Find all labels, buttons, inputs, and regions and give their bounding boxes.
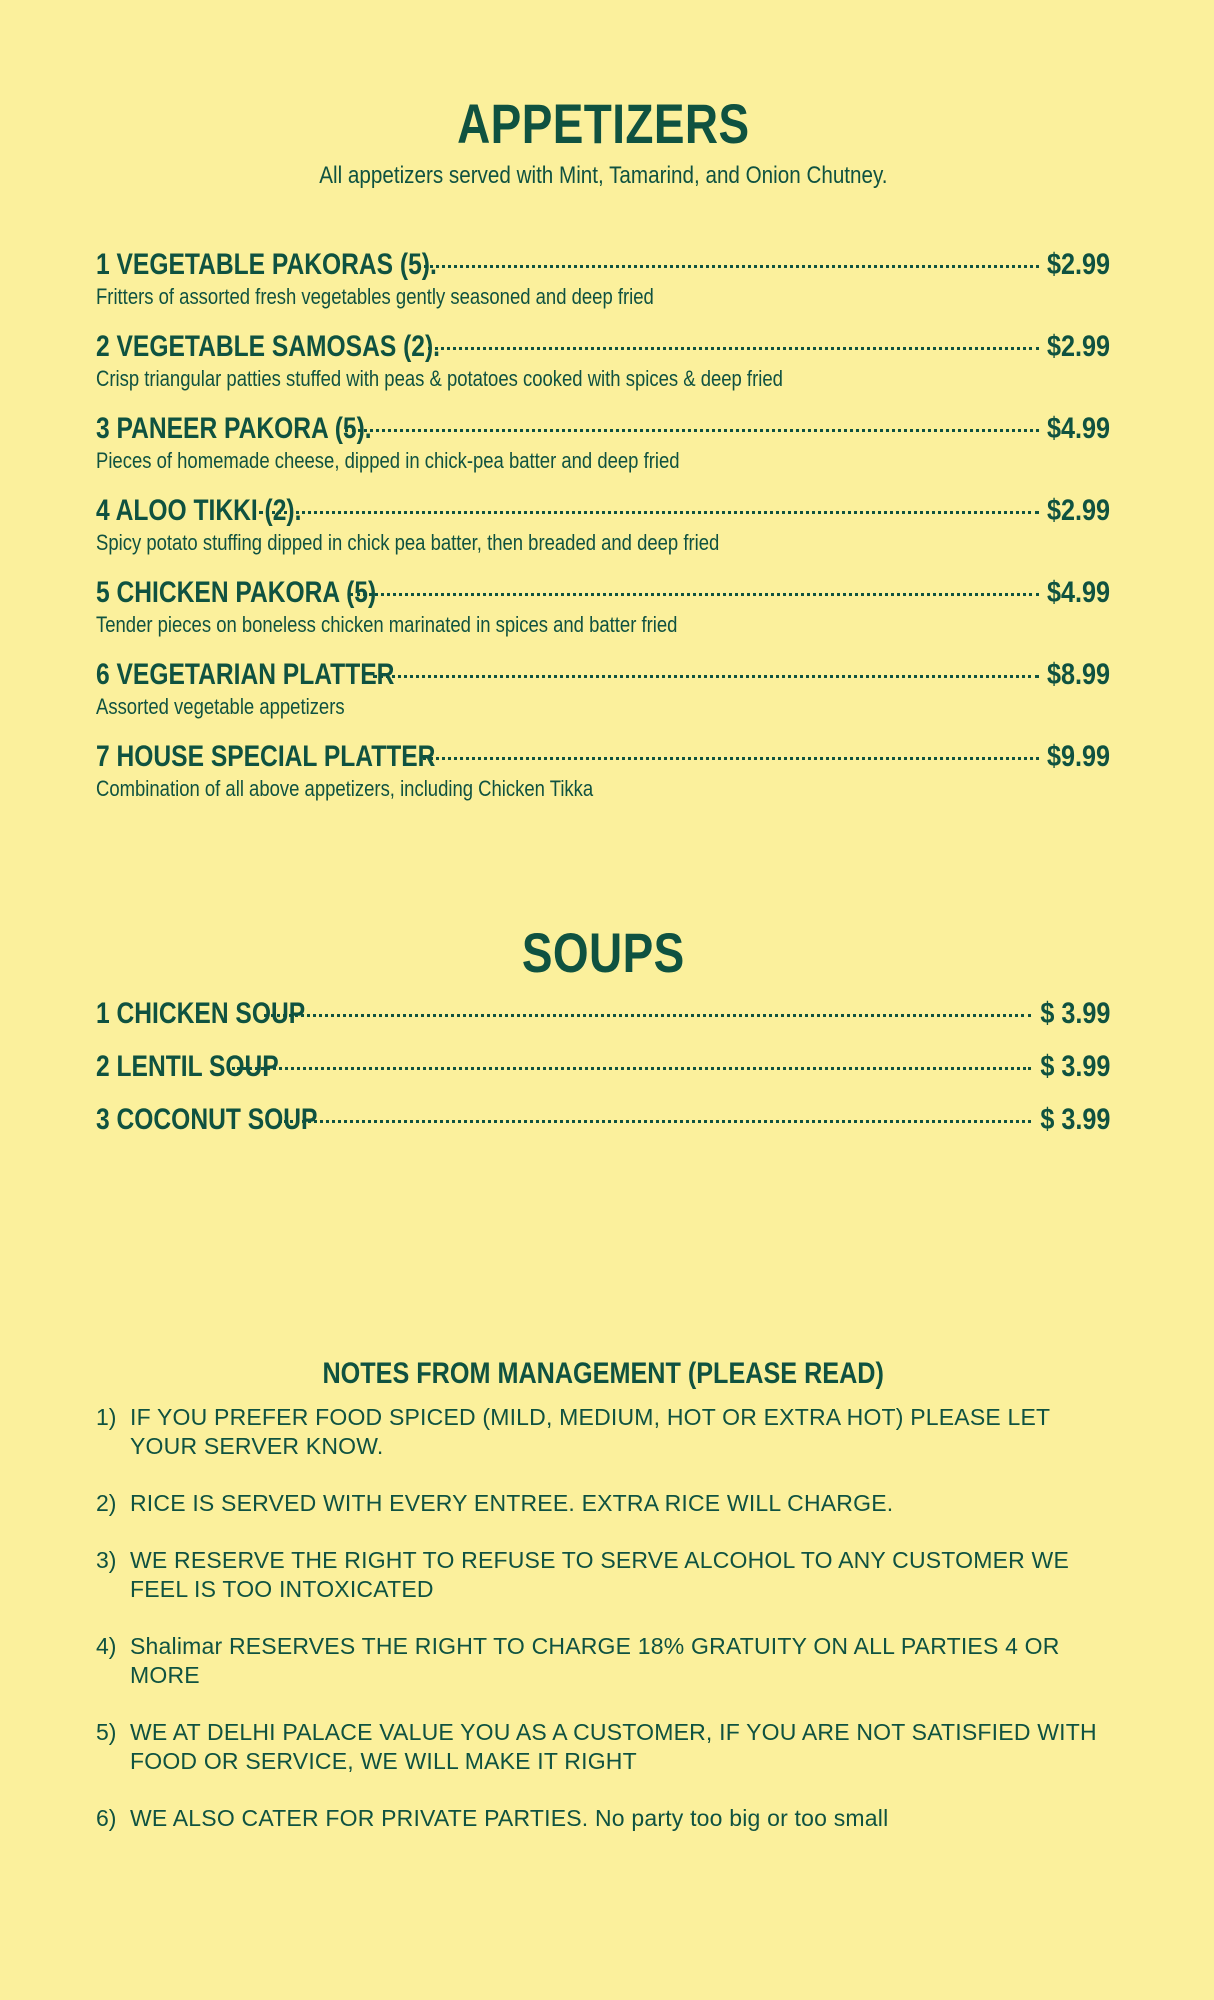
soups-heading: SOUPS: [521, 921, 685, 984]
notes-heading: NOTES FROM MANAGEMENT (PLEASE READ): [322, 1357, 884, 1390]
appetizer-item: [96, 740, 1110, 802]
item-price: $8.99: [1046, 658, 1110, 691]
appetizer-item: [96, 658, 1110, 720]
note-number: 6): [96, 1805, 117, 1831]
item-price: $4.99: [1046, 576, 1110, 609]
note-text: Shalimar RESERVES THE RIGHT TO CHARGE 18% GRATUITY ON ALL PARTIES 4 OR MORE: [130, 1633, 1060, 1688]
item-description: Pieces of homemade cheese, dipped in chick-pea batter and deep fried: [96, 448, 680, 473]
dot-leader: [423, 757, 1039, 760]
item-price: $2.99: [1046, 494, 1110, 527]
note-item: [96, 1632, 1110, 1690]
dot-leader: [259, 511, 1039, 514]
item-name: 3 PANEER PAKORA (5).: [96, 412, 372, 445]
note-item: [96, 1546, 1110, 1604]
appetizers-heading: APPETIZERS: [456, 92, 750, 155]
item-price: $ 3.99: [1039, 1050, 1110, 1083]
appetizer-item: [96, 494, 1110, 556]
note-text: WE ALSO CATER FOR PRIVATE PARTIES. No party too big or too small: [130, 1805, 889, 1831]
item-name: 5 CHICKEN PAKORA (5): [96, 576, 377, 609]
appetizer-item: [96, 330, 1110, 392]
item-description: Tender pieces on boneless chicken marinated in spices and batter fried: [96, 612, 678, 637]
item-price: $ 3.99: [1039, 1103, 1110, 1136]
soup-item: [96, 1103, 1110, 1137]
note-number: 2): [96, 1490, 117, 1516]
item-name: 4 ALOO TIKKI (2).: [96, 494, 302, 527]
item-price: $ 3.99: [1039, 997, 1110, 1030]
note-text: RICE IS SERVED WITH EVERY ENTREE. EXTRA RICE WILL CHARGE.: [130, 1490, 894, 1516]
note-number: 1): [96, 1404, 117, 1430]
note-number: 3): [96, 1547, 117, 1573]
appetizers-subtitle: All appetizers served with Mint, Tamarind, and Onion Chutney.: [318, 162, 888, 189]
item-description: Crisp triangular patties stuffed with peas & potatoes cooked with spices & deep fried: [96, 366, 783, 391]
note-text: IF YOU PREFER FOOD SPICED (MILD, MEDIUM, HOT OR EXTRA HOT) PLEASE LET YOUR SERVER KNOW.: [130, 1404, 1050, 1459]
item-price: $2.99: [1046, 248, 1110, 281]
appetizer-item: [96, 248, 1110, 310]
item-price: $9.99: [1046, 740, 1110, 773]
appetizer-item: [96, 576, 1110, 638]
dot-leader: [232, 1067, 1031, 1070]
item-price: $2.99: [1046, 330, 1110, 363]
note-text: WE AT DELHI PALACE VALUE YOU AS A CUSTOMER, IF YOU ARE NOT SATISFIED WITH FOOD OR SERVICE, WE WILL MAKE IT RIGHT: [130, 1719, 1097, 1774]
item-description: Combination of all above appetizers, including Chicken Tikka: [96, 776, 594, 801]
notes-list: [96, 1403, 1110, 1861]
note-item: [96, 1804, 1110, 1833]
item-description: Fritters of assorted fresh vegetables gently seasoned and deep fried: [96, 284, 654, 309]
item-name: 1 CHICKEN SOUP: [96, 997, 306, 1030]
item-price: $4.99: [1046, 412, 1110, 445]
note-item: [96, 1403, 1110, 1461]
dot-leader: [279, 1120, 1031, 1123]
note-number: 5): [96, 1719, 117, 1745]
dot-leader: [424, 265, 1039, 268]
item-name: 1 VEGETABLE PAKORAS (5).: [96, 248, 437, 281]
item-description: Spicy potato stuffing dipped in chick pea batter, then breaded and deep fried: [96, 530, 720, 555]
soup-item: [96, 997, 1110, 1031]
item-description: Assorted vegetable appetizers: [96, 694, 345, 719]
dot-leader: [373, 675, 1039, 678]
appetizer-item: [96, 412, 1110, 474]
note-number: 4): [96, 1633, 117, 1659]
soup-item: [96, 1050, 1110, 1084]
item-name: 7 HOUSE SPECIAL PLATTER: [96, 740, 436, 773]
item-name: 3 COCONUT SOUP: [96, 1103, 318, 1136]
item-name: 6 VEGETARIAN PLATTER: [96, 658, 395, 691]
item-name: 2 LENTIL SOUP: [96, 1050, 279, 1083]
note-item: [96, 1718, 1110, 1776]
dot-leader: [264, 1014, 1031, 1017]
item-name: 2 VEGETABLE SAMOSAS (2).: [96, 330, 441, 363]
dot-leader: [350, 593, 1038, 596]
dot-leader: [428, 347, 1039, 350]
note-item: [96, 1489, 1110, 1518]
dot-leader: [345, 429, 1039, 432]
note-text: WE RESERVE THE RIGHT TO REFUSE TO SERVE ALCOHOL TO ANY CUSTOMER WE FEEL IS TOO INTOXICATED: [130, 1547, 1069, 1602]
